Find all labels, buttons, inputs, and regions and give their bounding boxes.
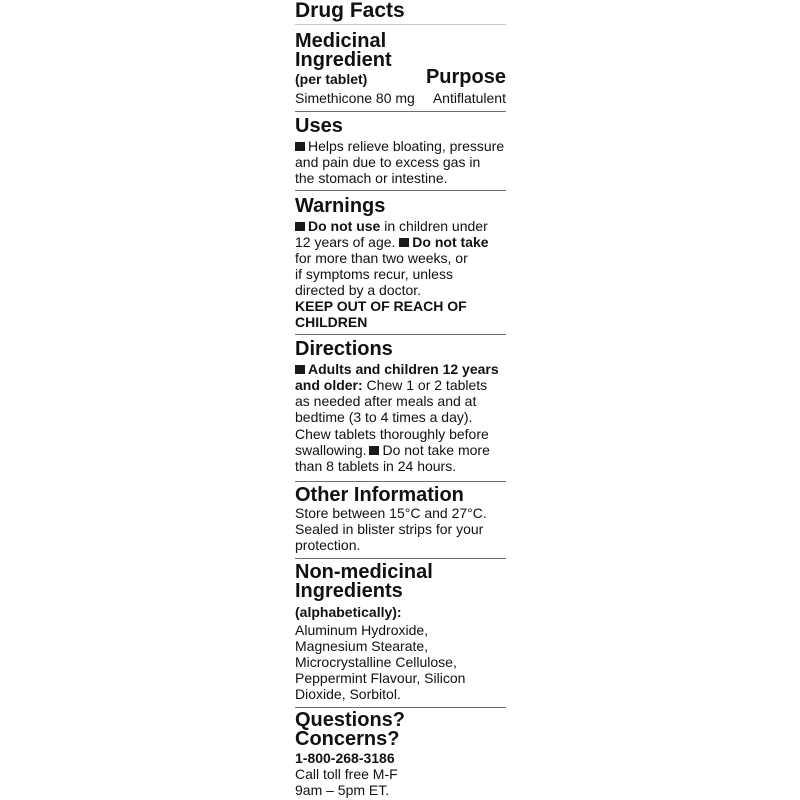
inactive-line5: Dioxide, Sorbitol.: [295, 686, 401, 702]
drug-facts-title: Drug Facts: [295, 0, 405, 22]
warnings-line4: if symptoms recur, unless: [295, 266, 453, 282]
inactive-line2: Magnesium Stearate,: [295, 638, 429, 654]
directions-heading: Directions: [295, 338, 393, 360]
inactive-subheading: (alphabetically):: [295, 604, 402, 620]
warnings-line1: Do not use in children under: [295, 218, 488, 234]
active-divider: [295, 111, 506, 112]
uses-line3: the stomach or intestine.: [295, 170, 448, 186]
inactive-line3: Microcrystalline Cellulose,: [295, 654, 457, 670]
directions-line7: than 8 tablets in 24 hours.: [295, 458, 457, 474]
active-ingredient: Simethicone 80 mg: [295, 90, 415, 106]
keep-out-line1: KEEP OUT OF REACH OF: [295, 298, 467, 314]
inactive-divider: [295, 707, 506, 708]
directions-line1: Adults and children 12 years: [295, 361, 499, 377]
inactive-heading-line1: Non-medicinal: [295, 561, 433, 583]
directions-line6: swallowing. Do not take more: [295, 442, 490, 458]
warnings-line3: for more than two weeks, or: [295, 250, 468, 266]
uses-line1: Helps relieve bloating, pressure: [295, 138, 504, 154]
purpose-heading: Purpose: [425, 66, 506, 88]
bullet-icon: [399, 238, 409, 247]
inactive-heading-line2: Ingredients: [295, 580, 403, 602]
active-purpose: Antiflatulent: [432, 90, 506, 106]
bullet-icon: [295, 142, 305, 151]
warnings-line5: directed by a doctor.: [295, 282, 422, 298]
active-heading-line2: Ingredient: [295, 49, 392, 71]
directions-line2: and older: Chew 1 or 2 tablets: [295, 377, 488, 393]
questions-heading-line1: Questions?: [295, 709, 406, 731]
directions-divider: [295, 481, 506, 482]
bullet-icon: [295, 365, 305, 374]
questions-heading-line2: Concerns?: [295, 728, 400, 750]
active-subheading: (per tablet): [295, 71, 368, 87]
questions-line1: Call toll free M-F: [295, 766, 398, 782]
questions-line2: 9am – 5pm ET.: [295, 782, 390, 798]
warnings-divider: [295, 334, 506, 335]
warnings-heading: Warnings: [295, 195, 386, 217]
keep-out-line2: CHILDREN: [295, 314, 368, 330]
active-heading-line1: Medicinal: [295, 30, 387, 52]
bullet-icon: [369, 446, 379, 455]
questions-phone: 1-800-268-3186: [295, 750, 395, 766]
other-line2: Sealed in blister strips for your: [295, 521, 484, 537]
other-line3: protection.: [295, 537, 361, 553]
other-line1: Store between 15°C and 27°C.: [295, 505, 487, 521]
inactive-line1: Aluminum Hydroxide,: [295, 622, 429, 638]
other-heading: Other Information: [295, 484, 464, 506]
uses-heading: Uses: [295, 115, 343, 137]
inactive-line4: Peppermint Flavour, Silicon: [295, 670, 466, 686]
uses-divider: [295, 190, 506, 191]
other-divider: [295, 558, 506, 559]
bullet-icon: [295, 222, 305, 231]
directions-line5: Chew tablets thoroughly before: [295, 426, 489, 442]
warnings-line2: 12 years of age. Do not take: [295, 234, 489, 250]
directions-line4: bedtime (3 to 4 times a day).: [295, 409, 473, 425]
uses-line2: and pain due to excess gas in: [295, 154, 481, 170]
directions-line3: as needed after meals and at: [295, 393, 477, 409]
title-divider: [295, 24, 506, 25]
